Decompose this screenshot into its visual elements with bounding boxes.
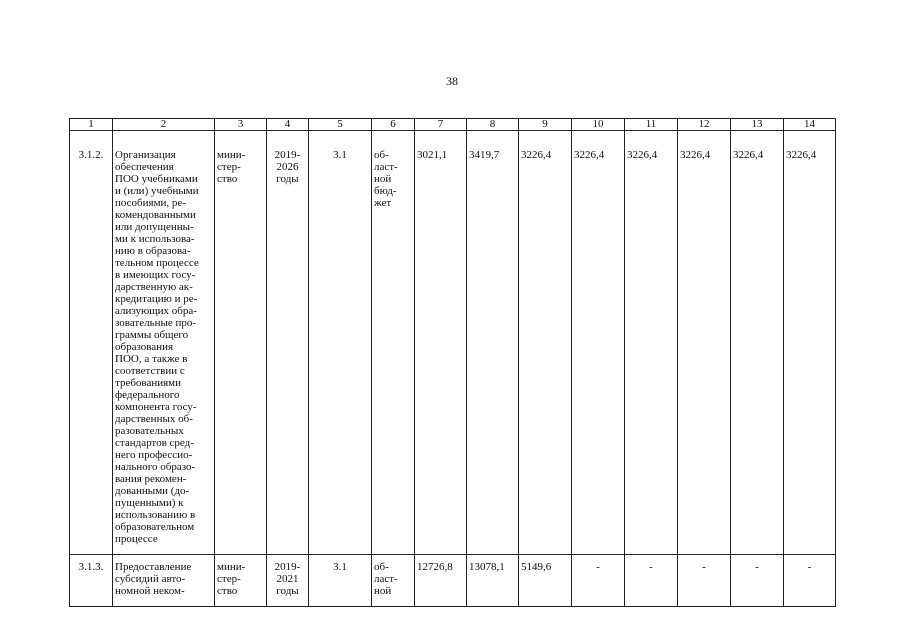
column-header: 14 <box>784 119 836 131</box>
value-col-7: 3021,1 <box>415 131 467 555</box>
column-header: 7 <box>415 119 467 131</box>
value-col-7: 12726,8 <box>415 555 467 607</box>
budget-table <box>69 118 836 607</box>
item-name: Организация обеспечения ПОО учебниками и (или) учебными пособиями, ре- комендованными или допущенны- ми к использова- нию в образова- тельном процессе в имеющих госу- дарственную ак- кредитацию и ре- ализующих обра- зовательные про- граммы общего образования ПОО, а также в соответствии с требованиями федерального компонента госу- дарственных об- разовательных стандартов сред- него профессио- нального образо- вания рекомен- дованными (до- пущенными) к использованию в образовательном процессе <box>113 131 215 555</box>
column-header: 11 <box>625 119 678 131</box>
value-col-12: 3226,4 <box>678 131 731 555</box>
value-col-9: 3226,4 <box>519 131 572 555</box>
column-header: 6 <box>372 119 415 131</box>
column-header: 5 <box>309 119 372 131</box>
column-header: 8 <box>467 119 519 131</box>
item-executor: мини- стер- ство <box>215 131 267 555</box>
item-indicator: 3.1 <box>309 555 372 607</box>
column-header: 2 <box>113 119 215 131</box>
value-col-13: - <box>731 555 784 607</box>
item-executor: мини- стер- ство <box>215 555 267 607</box>
item-indicator: 3.1 <box>309 131 372 555</box>
value-col-14: 3226,4 <box>784 131 836 555</box>
value-col-13: 3226,4 <box>731 131 784 555</box>
column-header: 12 <box>678 119 731 131</box>
value-col-11: 3226,4 <box>625 131 678 555</box>
item-source: об- ласт- ной бюд- жет <box>372 131 415 555</box>
column-number-row <box>70 119 836 131</box>
column-header: 3 <box>215 119 267 131</box>
item-name: Предоставление субсидий авто- номной неком- <box>113 555 215 607</box>
table-row <box>70 555 836 607</box>
table-row <box>70 131 836 555</box>
column-header: 1 <box>70 119 113 131</box>
value-col-14: - <box>784 555 836 607</box>
value-col-12: - <box>678 555 731 607</box>
value-col-8: 13078,1 <box>467 555 519 607</box>
column-header: 10 <box>572 119 625 131</box>
value-col-9: 5149,6 <box>519 555 572 607</box>
value-col-10: 3226,4 <box>572 131 625 555</box>
item-period: 2019- 2021 годы <box>267 555 309 607</box>
value-col-11: - <box>625 555 678 607</box>
item-period: 2019- 2026 годы <box>267 131 309 555</box>
page-number: 38 <box>446 74 458 88</box>
item-number: 3.1.2. <box>70 131 113 555</box>
item-number: 3.1.3. <box>70 555 113 607</box>
column-header: 4 <box>267 119 309 131</box>
column-header: 9 <box>519 119 572 131</box>
value-col-10: - <box>572 555 625 607</box>
item-source: об- ласт- ной <box>372 555 415 607</box>
value-col-8: 3419,7 <box>467 131 519 555</box>
column-header: 13 <box>731 119 784 131</box>
